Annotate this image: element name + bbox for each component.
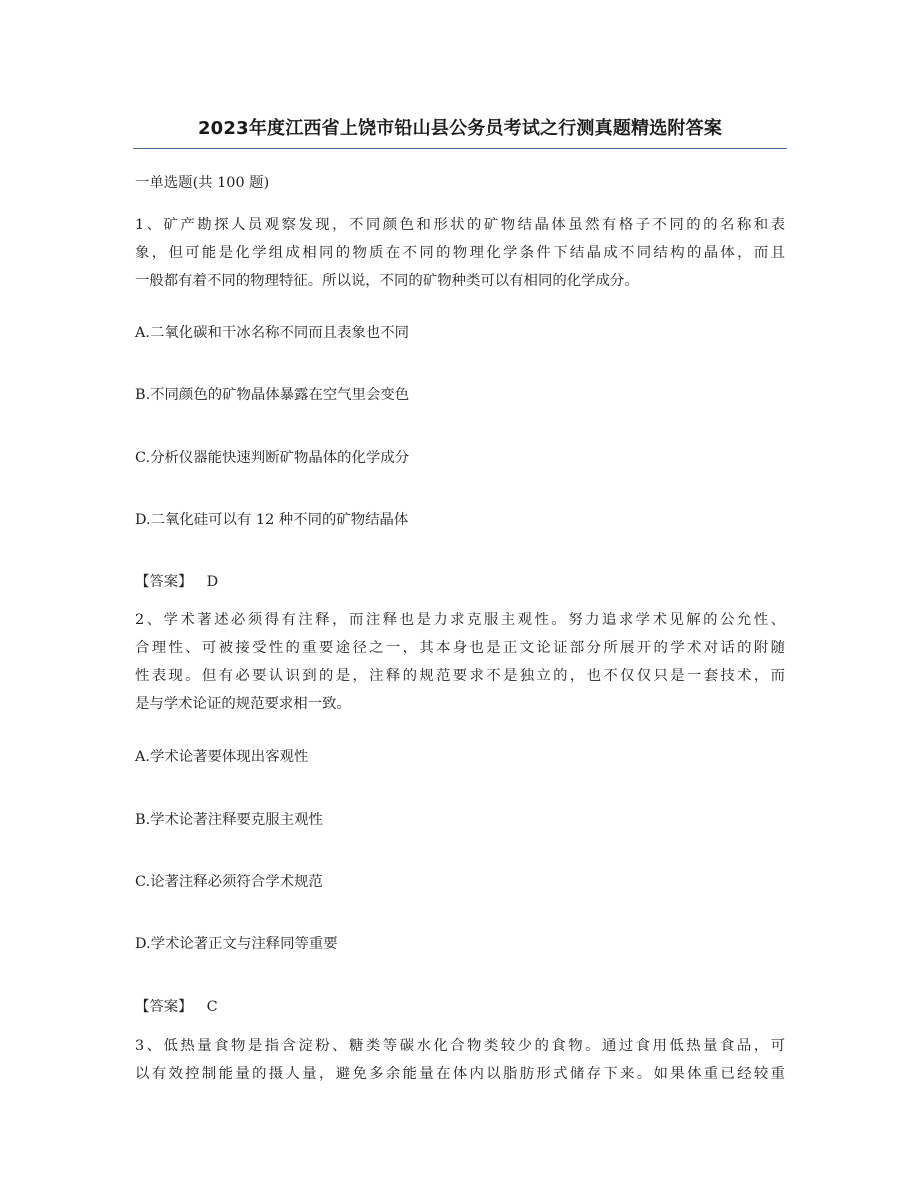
question-1-option-b: B.不同颜色的矿物晶体暴露在空气里会变色 — [135, 387, 410, 403]
question-2-stem-line: 合理性、可被接受性的重要途径之一，其本身也是正文论证部分所展开的学术对话的附随 — [135, 640, 785, 656]
question-1-stem-line: 1、矿产勘探人员观察发现，不同颜色和形状的矿物结晶体虽然有格子不同的的名称和表 — [135, 217, 785, 233]
question-2-stem — [135, 606, 785, 718]
question-1-answer — [135, 568, 785, 596]
document-title: 2023年度江西省上饶市铅山县公务员考试之行测真题精选附答案 — [197, 118, 723, 139]
question-2-option-b: B.学术论著注释要克服主观性 — [135, 812, 323, 828]
question-1-option-c: C.分析仪器能快速判断矿物晶体的化学成分 — [135, 450, 410, 466]
question-2-stem-line: 是与学术论证的规范要求相一致。 — [135, 696, 351, 712]
answer-value: D — [206, 574, 219, 590]
question-1-stem-line: 象，但可能是化学组成相同的物质在不同的物理化学条件下结晶成不同结构的晶体，而且 — [135, 245, 785, 261]
question-3-stem-line: 3、低热量食物是指含淀粉、糖类等碳水化合物类较少的食物。通过食用低热量食品，可 — [135, 1038, 785, 1054]
question-2-stem-line: 2、学术著述必须得有注释，而注释也是力求克服主观性。努力追求学术见解的公允性、 — [135, 612, 785, 628]
question-1-stem-line: 一般都有着不同的物理特征。所以说，不同的矿物种类可以有相同的化学成分。 — [135, 273, 639, 289]
question-1-option-d: D.二氧化硅可以有 12 种不同的矿物结晶体 — [135, 512, 409, 528]
answer-value: C — [206, 999, 218, 1015]
question-2-answer — [135, 993, 785, 1021]
section-heading: 一单选题(共 100 题) — [135, 175, 270, 191]
question-2-option-d: D.学术论著正文与注释同等重要 — [135, 936, 338, 952]
answer-label: 【答案】 — [135, 999, 193, 1015]
question-3-stem — [135, 1032, 785, 1088]
question-2-option-c: C.论著注释必须符合学术规范 — [135, 874, 323, 890]
question-3-stem-line: 以有效控制能量的摄人量，避免多余能量在体内以脂肪形式储存下来。如果体重已经较重 — [135, 1066, 785, 1082]
question-1-stem — [135, 211, 785, 295]
answer-label: 【答案】 — [135, 574, 193, 590]
question-2-option-a: A.学术论著要体现出客观性 — [135, 749, 309, 765]
question-2-stem-line: 性表现。但有必要认识到的是，注释的规范要求不是独立的，也不仅仅只是一套技术，而 — [135, 668, 785, 684]
title-underline — [133, 148, 787, 149]
question-1-option-a: A.二氧化碳和干冰名称不同而且表象也不同 — [135, 325, 409, 341]
